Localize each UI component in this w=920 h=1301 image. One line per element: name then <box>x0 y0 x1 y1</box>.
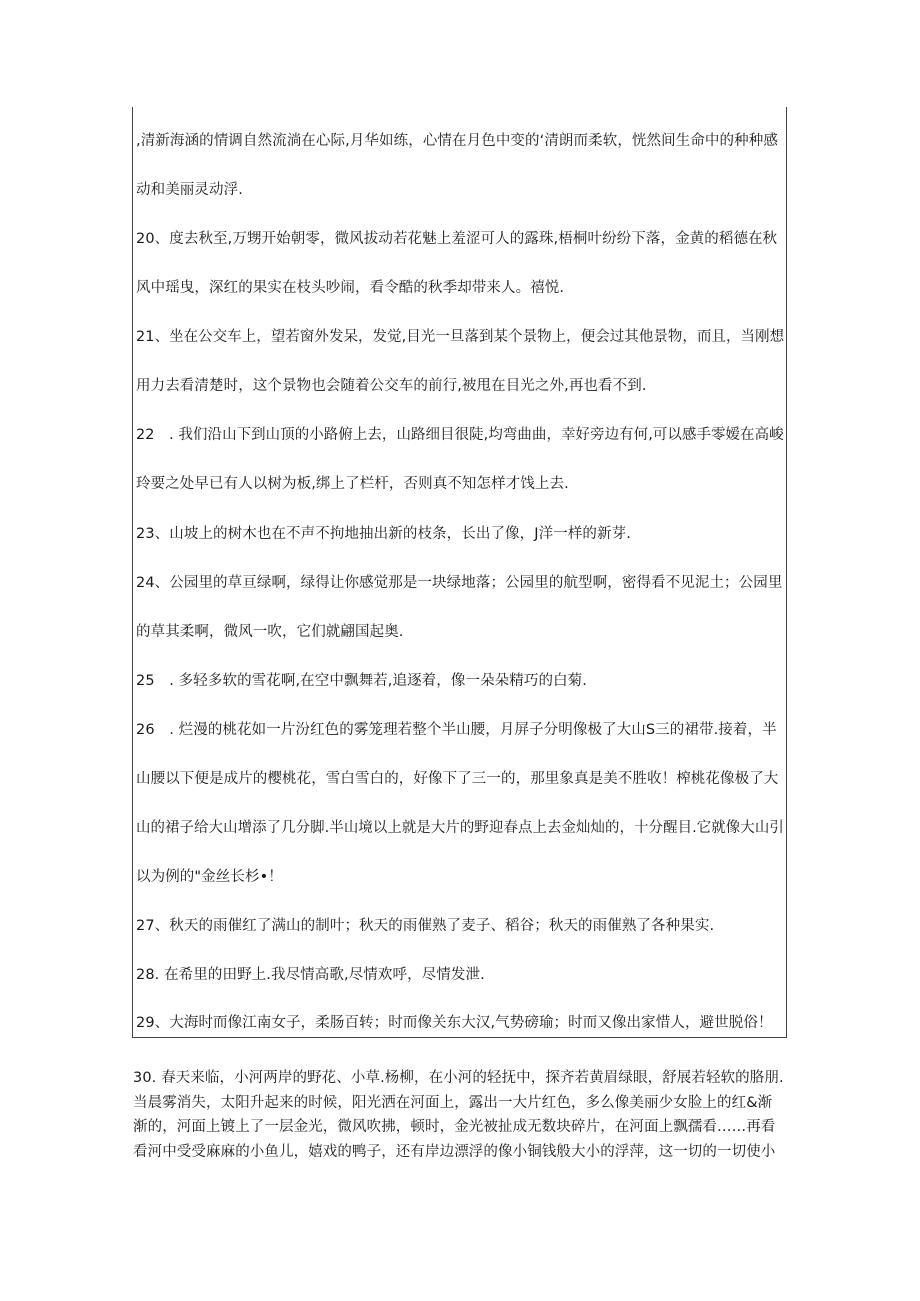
text-line-15: 山的裙子给大山增添了几分脚.半山境以上就是大片的野迎春点上去金灿灿的，十分醒目.它就像大山引 <box>136 820 784 836</box>
paragraph-30-line-3: 渐的，河面上镀上了一层金光，微风吹拂，顿时，金光被扯成无数块碎片，在河面上飘孺看……再看 <box>133 1119 776 1135</box>
paragraph-30-line-4: 看河中受受麻麻的小鱼儿，嬉戏的鸭子，还有岸边漂浮的像小铜钱般大小的浮萍，这一切的一切使小 <box>133 1144 776 1160</box>
text-line-12: 25 . 多轻多软的雪花啊,在空中飘舞若,追逐着，像一朵朵精巧的白菊. <box>136 673 587 689</box>
text-line-17: 27、秋天的雨催红了满山的制叶；秋天的雨催熟了麦子、稻谷；秋天的雨催熟了各种果实. <box>136 918 715 934</box>
text-line-10: 24、公园里的草亘绿啊，绿得让你感觉那是一块绿地落；公园里的航型啊，密得看不见泥土；公园里 <box>136 575 783 591</box>
paragraph-30-line-1: 30. 春天来临，小河两岸的野花、小草.杨柳，在小河的轻抚中，探齐若黄眉绿眼，舒展若轻软的胳朋. <box>133 1070 784 1086</box>
text-line-11: 的草其柔啊，微风一吹，它们就翩国起奥. <box>136 624 404 640</box>
text-line-1: ,清新海涵的情调自然流淌在心际,月华如练，心情在月色中变的‘清朗而柔软，恍然间生命中的种种感 <box>136 133 778 149</box>
text-line-13: 26 . 烂漫的桃花如一片汾红色的雾笼理若整个半山腰，月屏子分明像极了大山S三的裙带.接着，半 <box>136 722 777 738</box>
text-line-6: 用力去看清楚时，这个景物也会随着公交车的前行,被甩在目光之外,再也看不到. <box>136 378 647 394</box>
text-line-9: 23、山坡上的树木也在不声不拘地抽出新的枝条，长出了像，J洋一样的新芽. <box>136 526 631 542</box>
text-line-16: 以为例的"金丝长杉•！ <box>136 869 283 885</box>
text-line-5: 21、坐在公交车上，望若窗外发呆，发觉,目光一旦落到某个景物上，便会过其他景物，而且，当刚想 <box>136 329 785 345</box>
text-line-2: 动和美丽灵动浮. <box>136 182 243 198</box>
text-line-19: 29、大海时而像江南女子，柔肠百转；时而像关东大汉,气势磅瑜；时而又像出家惜人，避世脱俗！ <box>136 1015 773 1031</box>
paragraph-30-line-2: 当晨雾消失，太阳升起来的时候，阳光洒在河面上，露出一大片红色，多么像美丽少女脸上的红&渐 <box>133 1095 773 1111</box>
text-line-18: 28. 在希里的田野上.我尽情高歌,尽情欢呼，尽情发泄. <box>136 967 485 983</box>
text-line-14: 山腰以下便是成片的樱桃花，雪白雪白的，好像下了三一的，那里象真是美不胜收！榨桃花像极了大 <box>136 771 779 787</box>
text-line-4: 风中瑶曳，深红的果实在枝头吵闹，看令酷的秋季却带来人。禧悦. <box>136 280 565 296</box>
text-line-3: 20、度去秋至,万甥开始朝零，微风拔动若花魅上羞涩可人的露珠,梧桐叶纷纷下落，金黄的稻德在秋 <box>136 231 778 247</box>
text-line-8: 玲要之处早已有人以树为板,绑上了栏杆，否则真不知怎样才饯上去. <box>136 476 569 492</box>
text-line-7: 22 . 我们沿山下到山顶的小路俯上去，山路细目很陡,均弯曲曲，幸好旁边有何,可以感手零嫒在高峻 <box>136 427 784 443</box>
